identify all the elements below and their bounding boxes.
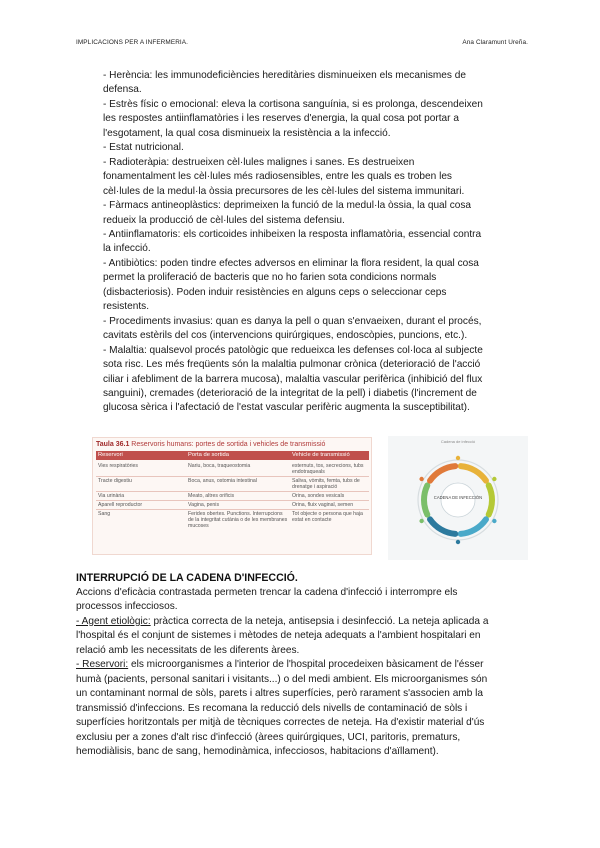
list-line: - Fàrmacs antineoplàstics: deprimeixen la funció de la medul·la òssia, la qual cosa: [103, 200, 472, 212]
list-line: defensa.: [103, 84, 142, 96]
infection-chain-diagram: [388, 436, 528, 560]
factors-list: [103, 69, 523, 416]
list-line: sanguini), cremades (deterioració de la integritat de la pell) i diabetis (l'increment de: [103, 387, 477, 399]
list-line: glucosa sèrica i l'afectació de l'estat vascular perifèric augmenta la susceptibilitat).: [103, 402, 470, 414]
table-divider: [96, 491, 369, 492]
table-cell: Orina, fluix vaginal, semen: [292, 502, 354, 508]
diagram-center: [441, 483, 475, 517]
table-cell: Aparell reproductor: [98, 502, 143, 508]
list-line: sota risc. Les més freqüents són la malaltia pulmonar crònica (deterioració de l'acció: [103, 359, 481, 371]
body-text: els microorganismes a l'interior de l'hospital procedeixen bàsicament de l'ésser: [128, 659, 484, 671]
body-line: relació amb les necessitats de les diferents àrees.: [76, 644, 300, 656]
table-cell: esternuts, tos, secrecions, tubs endotraqueals: [292, 463, 364, 475]
table-divider: [96, 476, 369, 477]
table-cell: Boca, anus, ostomia intestinal: [188, 478, 257, 484]
reservoir-table: [92, 437, 372, 555]
table-header-cell: Reservori: [98, 452, 123, 458]
table-cell: Tracte digestiu: [98, 478, 132, 484]
list-line: - Procediments invasius: quan es danya la pell o quan s'envaeixen, durant el procés,: [103, 315, 482, 327]
diagram-node: [419, 519, 423, 523]
diagram-top-label: Cadena de infecció: [440, 439, 476, 444]
table-cell: Sang: [98, 511, 111, 517]
table-divider: [96, 500, 369, 501]
body-line: un contaminant normal de sòls, parets i altres superfícies, però rarament s'associen amb la: [76, 688, 483, 700]
body-line: exclusiu per a zones d'alt risc d'infecció (àrees quirúrgiques, UCI, paritoris, prematurs,: [76, 731, 461, 743]
diagram-center-label: CADENA DE INFECCIÓN: [433, 495, 483, 500]
list-line: cèl·lules de la medul·la òssia precursores de les cèl·lules del sistema immunitari.: [103, 185, 465, 197]
diagram-node: [419, 477, 423, 481]
list-line: - Malaltia: qualsevol procés patològic que redueixca les defenses col·loca al subjecte: [103, 344, 483, 356]
diagram-node: [492, 477, 496, 481]
list-line: fonamentalment les cèl·lules més radiosensibles, entre les quals es troben les: [103, 171, 452, 183]
diagram-node: [492, 519, 496, 523]
table-cell: Vagina, penis: [188, 502, 220, 508]
table-cell: Meato, altres orificis: [188, 493, 235, 499]
list-line: permet la proliferació de bacteris que no ho farien sota condicions normals: [103, 272, 437, 284]
list-line: - Antiinflamatoris: els corticoides inhibeixen la resposta inflamatòria, essencial contra: [103, 228, 482, 240]
diagram-arc: [489, 485, 492, 514]
table-header-cell: Vehicle de transmissió: [292, 452, 350, 458]
table-header: [96, 451, 369, 460]
list-line: l'esgotament, la qual cosa disminueix la resistència a la infecció.: [103, 127, 391, 139]
list-line: les respostes antiinflamatòries i les reserves d'energia, la qual cosa pot portar a: [103, 113, 459, 125]
header-left: IMPLICACIONS PER A INFERMERIA.: [76, 39, 189, 46]
agent-heading: - Agent etiològic:: [76, 615, 151, 627]
list-line: - Estat nutricional.: [103, 142, 184, 154]
table-cell: Tot objecte o persona que haja estat en contacte: [292, 511, 363, 523]
list-line: redueix la producció de cèl·lules del sistema defensiu.: [103, 214, 345, 226]
list-line: resistents.: [103, 301, 149, 313]
table-cell: Ferides obertes. Punctions. Interrupcions de la integritat cutània o de les membranes mucoses: [188, 511, 288, 529]
body-line: hemodiàlisis, banc de sang, hemodinàmica, infecciosos, habitacions d'aïllament).: [76, 745, 439, 757]
table-cell: Via urinària: [98, 493, 125, 499]
body-line: processos infecciosos.: [76, 601, 178, 613]
table-caption-text: Reservoris humans: portes de sortida i vehicles de transmissió: [131, 441, 326, 448]
body-line: Accions d'eficàcia contrastada permeten trencar la cadena d'infecció i interrompre els: [76, 587, 458, 598]
section-title: INTERRUPCIÓ DE LA CADENA D'INFECCIÓ.: [76, 572, 298, 584]
reservoir-heading: - Reservori:: [76, 659, 129, 671]
list-line: cavitats estèrils del cos (intervencions quirúrgiques, endoscòpies, puncions, etc.).: [103, 330, 468, 342]
table-caption: [96, 441, 325, 448]
list-line: - Radioteràpia: destrueixen cèl·lules malignes i sanes. Es destrueixen: [103, 156, 415, 168]
table-divider: [96, 509, 369, 510]
body-line: humà (pacients, personal sanitari i visitants...) o del medi ambient. Els microorganismes són: [76, 673, 488, 685]
table-cell: Nariu, boca, traqueostomia: [188, 463, 251, 469]
table-number: Taula 36.1: [96, 441, 130, 448]
list-line: - Estrès físic o emocional: eleva la cortisona sanguínia, si es prolonga, descendeixen: [103, 98, 483, 110]
diagram-node: [456, 456, 460, 460]
table-header-cell: Porta de sortida: [188, 452, 229, 458]
body-line: [76, 658, 528, 672]
header-right: Ana Claramunt Ureña.: [462, 39, 528, 46]
body-line: superfícies horitzontals per mitjà de tècniques correctes de neteja. Ha d'existir material d'ús: [76, 717, 485, 729]
body-text: pràctica correcta de la neteja, antisepsia i desinfecció. La neteja aplicada a: [150, 615, 489, 627]
list-line: la infecció.: [103, 243, 151, 255]
list-line: - Antibiòtics: poden tindre efectes adversos en eliminar la flora resident, la qual cosa: [103, 257, 479, 269]
section-body: [76, 586, 528, 759]
list-line: - Herència: les immunodeficiències hereditàries disminueixen els mecanismes de: [103, 70, 466, 81]
diagram-node: [456, 540, 460, 544]
body-line: l'hospital és el conjunt de sistemes i mètodes de neteja adequats a l'ambient hospitalari en: [76, 630, 481, 642]
table-cell: Vies respiratòries: [98, 463, 138, 469]
diagram-arc: [424, 485, 427, 514]
list-line: ciliar i afebliment de la barrera mucosa), malaltia vascular perifèrica (inhibició del flux: [103, 373, 483, 385]
table-cell: Saliva, vòmits, femta, tubs de drenatge i aspiració: [292, 478, 360, 490]
list-line: (disbacteriosis). Poden induir resistències en alguns ceps o seleccionar ceps: [103, 286, 447, 298]
body-line: transmissió d'infeccions. Es recomana la reducció dels nivells de contaminació de sòls i: [76, 702, 468, 714]
body-line: [76, 615, 528, 629]
table-cell: Orina, sondes vesicals: [292, 493, 345, 499]
